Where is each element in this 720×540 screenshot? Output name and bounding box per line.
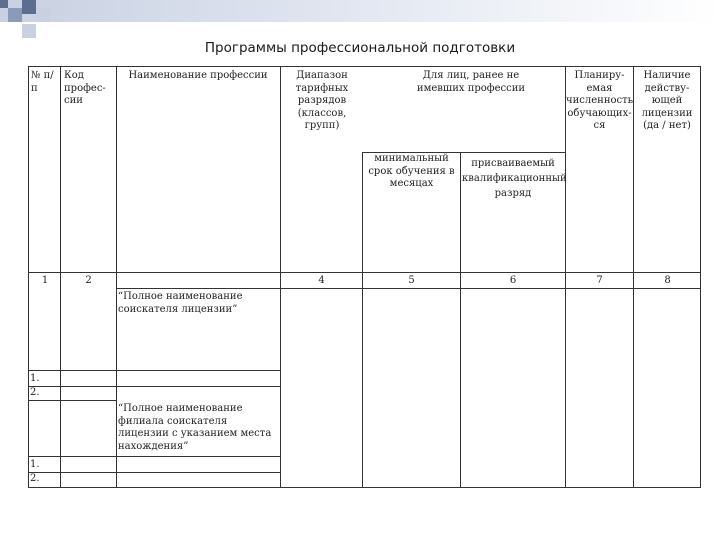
col-number-2: 2	[85, 275, 92, 286]
section2-row-1: 1.	[30, 459, 40, 470]
header-min-term: минимальный срок обучения в месяцах	[368, 153, 455, 189]
section1-title: “Полное наименование соискателя лицензии”	[118, 291, 243, 315]
col-number-4: 4	[318, 275, 325, 286]
section1-row-2: 2.	[30, 387, 40, 398]
header-num: № п/п	[31, 70, 54, 94]
header-planned: Планиру-емая численность обучающих-ся	[566, 70, 634, 131]
header-code: Код профес-сии	[64, 70, 106, 106]
header-prior: Для лиц, ранее не имевших профессии	[416, 70, 526, 94]
section1-row-1: 1.	[30, 373, 40, 384]
col-number-8: 8	[664, 275, 671, 286]
header-license: Наличие действу-ющей лицензии (да / нет)	[641, 70, 693, 131]
col-number-1: 1	[41, 275, 49, 286]
col-number-6: 6	[509, 275, 517, 286]
section2-title: “Полное наименование филиала соискателя лицензии с указанием места нахождения”	[118, 403, 272, 452]
header-range: Диапазон тарифных разрядов (классов, групп)	[295, 70, 349, 131]
col-number-7: 7	[596, 275, 603, 286]
page-title: Программы профессиональной подготовки	[204, 40, 516, 56]
section2-row-2: 2.	[30, 473, 40, 484]
col-number-5: 5	[408, 275, 415, 286]
header-name: Наименование профессии	[128, 70, 268, 81]
header-qual: присваиваемый квалификационный разряд	[462, 158, 567, 199]
